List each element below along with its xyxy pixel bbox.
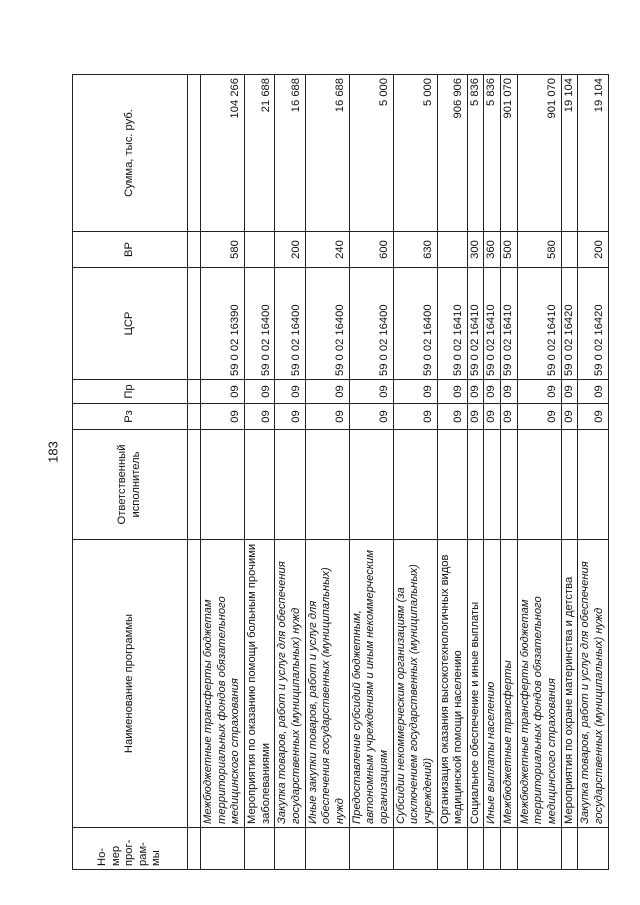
responsible-cell <box>578 430 608 540</box>
table-row <box>578 75 608 870</box>
csr-cell: 59 0 02 16420 <box>561 268 578 380</box>
rz-cell: 09 <box>578 404 608 430</box>
header-rz: Рз <box>73 404 188 430</box>
table-row <box>305 75 349 870</box>
program-name-cell: Иные выплаты населению <box>484 540 501 828</box>
no-cell <box>501 828 518 870</box>
blank-cell <box>188 540 201 828</box>
program-name-cell: Закупка товаров, работ и услуг для обеспечения государственных (муниципальных) нужд <box>578 540 608 828</box>
csr-cell: 59 0 02 16400 <box>349 268 393 380</box>
rz-cell: 09 <box>305 404 349 430</box>
blank-cell <box>188 404 201 430</box>
pr-cell: 09 <box>484 380 501 404</box>
header-row <box>73 75 188 870</box>
vr-cell <box>437 232 467 268</box>
table-row <box>561 75 578 870</box>
header-sum: Сумма, тыс. руб. <box>73 75 188 232</box>
header-pr: Пр <box>73 380 188 404</box>
sum-cell: 901 070 <box>501 75 518 232</box>
no-cell <box>305 828 349 870</box>
responsible-cell <box>484 430 501 540</box>
csr-cell: 59 0 02 16410 <box>437 268 467 380</box>
blank-cell <box>188 430 201 540</box>
program-name-cell: Мероприятия по охране материнства и детства <box>561 540 578 828</box>
vr-cell: 630 <box>393 232 437 268</box>
rz-cell: 09 <box>501 404 518 430</box>
pr-cell: 09 <box>517 380 561 404</box>
responsible-cell <box>275 430 305 540</box>
table-row <box>501 75 518 870</box>
no-cell <box>393 828 437 870</box>
blank-cell <box>188 232 201 268</box>
no-cell <box>561 828 578 870</box>
csr-cell: 59 0 02 16400 <box>275 268 305 380</box>
header-responsible: Ответственный исполнитель <box>73 430 188 540</box>
header-csr: ЦСР <box>73 268 188 380</box>
responsible-cell <box>501 430 518 540</box>
no-cell <box>437 828 467 870</box>
pr-cell: 09 <box>393 380 437 404</box>
responsible-cell <box>201 430 245 540</box>
responsible-cell <box>467 430 484 540</box>
header-program-number: Но-мер прог-рам-мы <box>73 828 188 870</box>
sum-cell: 906 906 <box>437 75 467 232</box>
rz-cell: 09 <box>517 404 561 430</box>
responsible-cell <box>517 430 561 540</box>
sum-cell: 21 688 <box>244 75 274 232</box>
responsible-cell <box>393 430 437 540</box>
rz-cell: 09 <box>201 404 245 430</box>
csr-cell: 59 0 02 16410 <box>517 268 561 380</box>
rz-cell: 09 <box>393 404 437 430</box>
pr-cell: 09 <box>467 380 484 404</box>
header-vr: ВР <box>73 232 188 268</box>
responsible-cell <box>305 430 349 540</box>
blank-cell <box>188 75 201 232</box>
pr-cell: 09 <box>305 380 349 404</box>
table-row <box>349 75 393 870</box>
csr-cell: 59 0 02 16420 <box>578 268 608 380</box>
responsible-cell <box>561 430 578 540</box>
program-name-cell: Организация оказания высокотехнологичных видов медицинской помощи населению <box>437 540 467 828</box>
blank-cell <box>188 380 201 404</box>
responsible-cell <box>437 430 467 540</box>
pr-cell: 09 <box>561 380 578 404</box>
csr-cell: 59 0 02 16390 <box>201 268 245 380</box>
program-name-cell: Социальное обеспечение и иные выплаты <box>467 540 484 828</box>
table-row <box>484 75 501 870</box>
sum-cell: 104 266 <box>201 75 245 232</box>
rz-cell: 09 <box>467 404 484 430</box>
vr-cell <box>561 232 578 268</box>
sum-cell: 5 836 <box>467 75 484 232</box>
sum-cell: 5 836 <box>484 75 501 232</box>
no-cell <box>517 828 561 870</box>
responsible-cell <box>244 430 274 540</box>
page-number: 183 <box>45 441 61 463</box>
table-row <box>201 75 245 870</box>
header-program-name: Наименование программы <box>73 540 188 828</box>
sum-cell: 901 070 <box>517 75 561 232</box>
blank-row <box>188 75 201 870</box>
budget-table <box>72 74 609 870</box>
no-cell <box>201 828 245 870</box>
sum-cell: 19 104 <box>578 75 608 232</box>
program-name-cell: Межбюджетные трансферты <box>501 540 518 828</box>
rz-cell: 09 <box>561 404 578 430</box>
pr-cell: 09 <box>437 380 467 404</box>
table-row <box>437 75 467 870</box>
vr-cell: 580 <box>517 232 561 268</box>
rotated-table-container <box>72 75 606 870</box>
no-cell <box>484 828 501 870</box>
vr-cell: 500 <box>501 232 518 268</box>
sum-cell: 19 104 <box>561 75 578 232</box>
program-name-cell: Субсидии некоммерческим организациям (за исключением государственных (муниципальных) учреждений) <box>393 540 437 828</box>
pr-cell: 09 <box>201 380 245 404</box>
sum-cell: 16 688 <box>275 75 305 232</box>
no-cell <box>349 828 393 870</box>
table-row <box>517 75 561 870</box>
table-row <box>244 75 274 870</box>
no-cell <box>467 828 484 870</box>
table-row <box>393 75 437 870</box>
csr-cell: 59 0 02 16410 <box>501 268 518 380</box>
pr-cell: 09 <box>275 380 305 404</box>
blank-cell <box>188 268 201 380</box>
rz-cell: 09 <box>349 404 393 430</box>
rz-cell: 09 <box>275 404 305 430</box>
program-name-cell: Межбюджетные трансферты бюджетам территориальных фондов обязательного медицинского страхования <box>201 540 245 828</box>
program-name-cell: Межбюджетные трансферты бюджетам территориальных фондов обязательного медицинского страхования <box>517 540 561 828</box>
vr-cell: 360 <box>484 232 501 268</box>
table-body <box>188 75 609 870</box>
vr-cell: 580 <box>201 232 245 268</box>
no-cell <box>578 828 608 870</box>
pr-cell: 09 <box>578 380 608 404</box>
sum-cell: 16 688 <box>305 75 349 232</box>
program-name-cell: Закупка товаров, работ и услуг для обеспечения государственных (муниципальных) нужд <box>275 540 305 828</box>
blank-cell <box>188 828 201 870</box>
csr-cell: 59 0 02 16400 <box>393 268 437 380</box>
table-row <box>275 75 305 870</box>
csr-cell: 59 0 02 16410 <box>467 268 484 380</box>
responsible-cell <box>349 430 393 540</box>
program-name-cell: Иные закупки товаров, работ и услуг для обеспечения государственных (муниципальных) нужд <box>305 540 349 828</box>
vr-cell: 600 <box>349 232 393 268</box>
rz-cell: 09 <box>437 404 467 430</box>
vr-cell: 200 <box>578 232 608 268</box>
vr-cell: 200 <box>275 232 305 268</box>
vr-cell: 300 <box>467 232 484 268</box>
pr-cell: 09 <box>501 380 518 404</box>
sum-cell: 5 000 <box>393 75 437 232</box>
program-name-cell: Мероприятия по оказанию помощи больным прочими заболеваниями <box>244 540 274 828</box>
rz-cell: 09 <box>244 404 274 430</box>
vr-cell: 240 <box>305 232 349 268</box>
csr-cell: 59 0 02 16410 <box>484 268 501 380</box>
program-name-cell: Предоставление субсидий бюджетным, автономным учреждениям и иным некоммерческим организациям <box>349 540 393 828</box>
pr-cell: 09 <box>349 380 393 404</box>
pr-cell: 09 <box>244 380 274 404</box>
vr-cell <box>244 232 274 268</box>
rz-cell: 09 <box>484 404 501 430</box>
no-cell <box>244 828 274 870</box>
csr-cell: 59 0 02 16400 <box>244 268 274 380</box>
no-cell <box>275 828 305 870</box>
table-row <box>467 75 484 870</box>
sum-cell: 5 000 <box>349 75 393 232</box>
csr-cell: 59 0 02 16400 <box>305 268 349 380</box>
